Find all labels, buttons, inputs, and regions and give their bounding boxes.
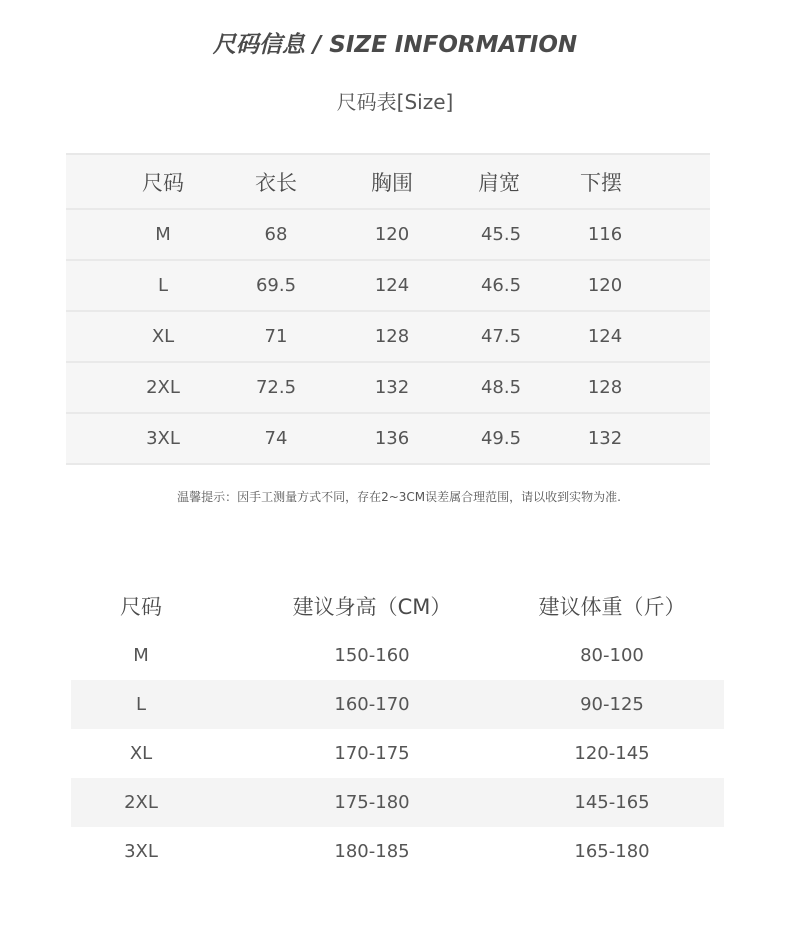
table-cell: 2XL [124, 792, 158, 813]
table-cell: 180-185 [334, 841, 410, 862]
table-cell: M [155, 224, 171, 245]
table-row [71, 778, 724, 827]
table-cell: 124 [374, 275, 410, 296]
size-table-subtitle: 尺码表[Size] [336, 90, 454, 114]
table-row [66, 210, 710, 261]
measurement-notice: 温馨提示：因手工测量方式不同，存在2~3CM误差属合理范围，请以收到实物为准. [177, 490, 621, 504]
table-cell: 150-160 [334, 645, 410, 666]
table-cell: 46.5 [480, 275, 522, 296]
table-row [66, 414, 710, 465]
table-row [66, 363, 710, 414]
header-cell-hem: 下摆 [580, 170, 622, 195]
table-cell: 170-175 [334, 743, 410, 764]
table-cell: L [135, 694, 147, 715]
table-cell: 124 [587, 326, 623, 347]
table-cell: 74 [264, 428, 288, 449]
page-title: 尺码信息 / SIZE INFORMATION [212, 32, 578, 58]
header-cell-weight: 建议体重（斤） [538, 594, 686, 619]
table-cell: 145-165 [574, 792, 650, 813]
table-cell: 90-125 [580, 694, 644, 715]
table-cell: 72.5 [255, 377, 297, 398]
table-cell: 165-180 [574, 841, 650, 862]
table-cell: 68 [264, 224, 288, 245]
table-cell: 120 [374, 224, 410, 245]
table-cell: 49.5 [480, 428, 522, 449]
header-cell-size: 尺码 [142, 170, 184, 195]
table-cell: 45.5 [480, 224, 522, 245]
table-row [71, 631, 724, 680]
table-cell: XL [151, 326, 175, 347]
table-cell: 2XL [146, 377, 180, 398]
table-cell: 80-100 [580, 645, 644, 666]
header-cell-size: 尺码 [120, 594, 162, 619]
header-cell-height: 建议身高（CM） [292, 594, 452, 619]
table-cell: 132 [587, 428, 623, 449]
table-cell: L [157, 275, 169, 296]
table-cell: 120-145 [574, 743, 650, 764]
table-cell: 69.5 [255, 275, 297, 296]
table-cell: 160-170 [334, 694, 410, 715]
table-cell: XL [129, 743, 153, 764]
recommend-table-header-row [71, 580, 724, 631]
table-cell: M [133, 645, 149, 666]
table-cell: 128 [374, 326, 410, 347]
size-table-header-row [66, 155, 710, 210]
table-row [71, 729, 724, 778]
table-cell: 3XL [124, 841, 158, 862]
header-cell-chest: 胸围 [371, 170, 413, 195]
table-cell: 116 [587, 224, 623, 245]
table-cell: 136 [374, 428, 410, 449]
table-cell: 128 [587, 377, 623, 398]
table-row [66, 261, 710, 312]
table-cell: 120 [587, 275, 623, 296]
size-table [66, 153, 710, 465]
table-cell: 48.5 [480, 377, 522, 398]
table-row [71, 680, 724, 729]
table-cell: 71 [264, 326, 288, 347]
table-cell: 132 [374, 377, 410, 398]
header-cell-shoulder: 肩宽 [478, 170, 520, 195]
table-cell: 3XL [146, 428, 180, 449]
table-row [66, 312, 710, 363]
table-cell: 47.5 [480, 326, 522, 347]
recommend-table [71, 580, 724, 876]
table-cell: 175-180 [334, 792, 410, 813]
table-row [71, 827, 724, 876]
header-cell-length: 衣长 [255, 170, 297, 195]
